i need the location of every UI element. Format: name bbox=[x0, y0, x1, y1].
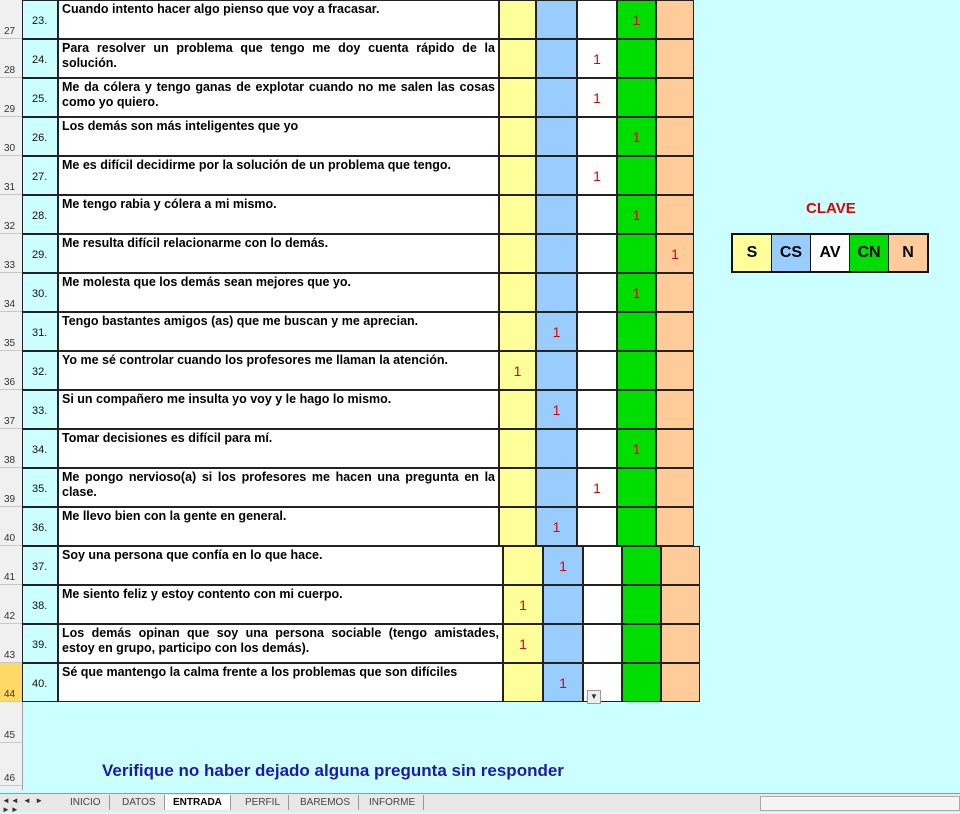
answer-cell-cs[interactable] bbox=[543, 663, 583, 702]
question-text[interactable]: Si un compañero me insulta yo voy y le hago lo mismo. bbox=[58, 390, 499, 429]
answer-cell-n[interactable] bbox=[661, 663, 700, 702]
question-text[interactable]: Los demás opinan que soy una persona sociable (tengo amistades, estoy en grupo, participo con los demás). bbox=[58, 624, 503, 663]
answer-cell-s[interactable] bbox=[499, 390, 536, 429]
answer-mark: 1 bbox=[593, 51, 601, 67]
answer-cell-cs[interactable] bbox=[543, 546, 583, 585]
answer-cell-av[interactable] bbox=[577, 312, 617, 351]
answer-cell-n[interactable] bbox=[656, 507, 694, 546]
answer-mark: 1 bbox=[552, 324, 561, 340]
question-number: 40. bbox=[32, 678, 48, 690]
question-number: 27. bbox=[32, 171, 48, 183]
question-number: 26. bbox=[32, 132, 48, 144]
answer-cell-cs[interactable] bbox=[536, 429, 577, 468]
question-number: 32. bbox=[32, 366, 48, 378]
question-number-cell[interactable] bbox=[22, 624, 58, 663]
answer-cell-s[interactable] bbox=[499, 273, 536, 312]
answer-cell-s[interactable] bbox=[499, 0, 536, 39]
answer-cell-cs[interactable] bbox=[543, 624, 583, 663]
answer-cell-s[interactable] bbox=[503, 663, 543, 702]
question-text[interactable]: Tomar decisiones es difícil para mí. bbox=[58, 429, 499, 468]
answer-cell-s[interactable] bbox=[499, 39, 536, 78]
answer-cell-cn[interactable] bbox=[617, 273, 656, 312]
tab-inicio[interactable]: INICIO bbox=[62, 795, 110, 810]
answer-cell-n[interactable] bbox=[656, 234, 694, 273]
legend-item-s: S bbox=[733, 235, 772, 271]
clave-legend bbox=[731, 233, 929, 273]
answer-cell-cn[interactable] bbox=[617, 312, 656, 351]
answer-mark: 1 bbox=[559, 558, 567, 574]
row-number-label: 46 bbox=[4, 773, 16, 784]
cell-dropdown-button[interactable]: ▼ bbox=[587, 690, 601, 704]
answer-cell-cs[interactable] bbox=[536, 78, 577, 117]
question-text[interactable]: Cuando intento hacer algo pienso que voy a fracasar. bbox=[58, 0, 499, 39]
question-text[interactable]: Me da cólera y tengo ganas de explotar cuando no me salen las cosas como yo quiero. bbox=[58, 78, 499, 117]
question-number-cell[interactable] bbox=[22, 0, 58, 39]
question-text[interactable]: Los demás son más inteligentes que yo bbox=[58, 117, 499, 156]
answer-cell-cn[interactable] bbox=[622, 663, 661, 702]
answer-cell-av[interactable] bbox=[583, 624, 622, 663]
answer-cell-cn[interactable] bbox=[617, 117, 656, 156]
answer-cell-s[interactable] bbox=[499, 195, 536, 234]
question-number-cell[interactable] bbox=[22, 351, 58, 390]
row-number-label: 37 bbox=[4, 416, 16, 427]
answer-cell-av[interactable] bbox=[583, 546, 622, 585]
answer-cell-cn[interactable] bbox=[622, 546, 661, 585]
answer-cell-cn[interactable] bbox=[617, 0, 656, 39]
answer-mark: 1 bbox=[513, 363, 522, 379]
row-number-label: 34 bbox=[4, 299, 16, 310]
answer-cell-cs[interactable] bbox=[536, 351, 577, 390]
tab-informe[interactable]: INFORME bbox=[361, 795, 424, 810]
row-number bbox=[0, 702, 22, 743]
answer-cell-cn[interactable] bbox=[617, 39, 656, 78]
answer-cell-n[interactable] bbox=[656, 429, 694, 468]
row-number-label: 36 bbox=[4, 377, 16, 388]
question-number: 23. bbox=[32, 15, 48, 27]
row-number-label: 42 bbox=[4, 611, 16, 622]
answer-cell-av[interactable] bbox=[577, 507, 617, 546]
answer-cell-cn[interactable] bbox=[617, 351, 656, 390]
horizontal-scrollbar[interactable] bbox=[760, 796, 960, 811]
question-text[interactable]: Para resolver un problema que tengo me doy cuenta rápido de la solución. bbox=[58, 39, 499, 78]
answer-cell-cs[interactable] bbox=[536, 273, 577, 312]
answer-cell-s[interactable] bbox=[503, 624, 543, 663]
answer-cell-cs[interactable] bbox=[536, 390, 577, 429]
answer-cell-s[interactable] bbox=[499, 234, 536, 273]
answer-cell-av[interactable] bbox=[577, 351, 617, 390]
answer-cell-av[interactable] bbox=[577, 234, 617, 273]
answer-cell-cn[interactable] bbox=[617, 156, 656, 195]
question-number-cell[interactable] bbox=[22, 468, 58, 507]
question-number-cell[interactable] bbox=[22, 312, 58, 351]
row-number-label: 32 bbox=[4, 221, 16, 232]
clave-title: CLAVE bbox=[806, 200, 856, 217]
question-number: 25. bbox=[32, 93, 48, 105]
row-number bbox=[0, 745, 22, 786]
answer-cell-cs[interactable] bbox=[536, 234, 577, 273]
question-number: 35. bbox=[32, 483, 48, 495]
answer-cell-cn[interactable] bbox=[617, 468, 656, 507]
answer-cell-n[interactable] bbox=[656, 351, 694, 390]
question-number-cell[interactable] bbox=[22, 273, 58, 312]
answer-cell-cn[interactable] bbox=[617, 429, 656, 468]
table-row bbox=[0, 156, 960, 195]
answer-mark: 1 bbox=[559, 675, 567, 691]
answer-cell-n[interactable] bbox=[661, 585, 700, 624]
question-number-cell[interactable] bbox=[22, 390, 58, 429]
question-text[interactable]: Me pongo nervioso(a) si los profesores me hacen una pregunta en la clase. bbox=[58, 468, 499, 507]
answer-cell-cn[interactable] bbox=[622, 585, 661, 624]
answer-cell-cs[interactable] bbox=[536, 117, 577, 156]
table-row bbox=[0, 585, 960, 624]
row-number-label: 27 bbox=[4, 26, 16, 37]
question-text[interactable]: Me tengo rabia y cólera a mi mismo. bbox=[58, 195, 499, 234]
question-number-cell[interactable] bbox=[22, 156, 58, 195]
verification-message: Verifique no haber dejado alguna pregunta sin responder bbox=[102, 761, 564, 780]
row-number-label: 40 bbox=[4, 533, 16, 544]
tab-baremos[interactable]: BAREMOS bbox=[292, 795, 359, 810]
legend-item-av: AV bbox=[811, 235, 850, 271]
legend-item-cn: CN bbox=[850, 235, 889, 271]
answer-cell-cn[interactable] bbox=[617, 390, 656, 429]
answer-cell-s[interactable] bbox=[499, 429, 536, 468]
tab-perfil[interactable]: PERFIL bbox=[237, 795, 289, 810]
answer-cell-cs[interactable] bbox=[543, 585, 583, 624]
row-number-label: 41 bbox=[4, 572, 16, 583]
answer-cell-cs[interactable] bbox=[536, 39, 577, 78]
table-row bbox=[0, 663, 960, 702]
tab-entrada[interactable]: ENTRADA bbox=[165, 795, 231, 810]
answer-cell-n[interactable] bbox=[656, 390, 694, 429]
table-row bbox=[0, 0, 960, 39]
row-number-label: 38 bbox=[4, 455, 16, 466]
table-row bbox=[0, 351, 960, 390]
question-number: 34. bbox=[32, 444, 48, 456]
row-number-label: 33 bbox=[4, 260, 16, 271]
answer-mark: 1 bbox=[632, 207, 641, 223]
answer-cell-s[interactable] bbox=[499, 156, 536, 195]
question-number: 36. bbox=[32, 522, 48, 534]
question-text[interactable]: Sé que mantengo la calma frente a los problemas que son difíciles bbox=[58, 663, 503, 702]
answer-mark: 1 bbox=[552, 519, 561, 535]
row-number-label: 29 bbox=[4, 104, 16, 115]
answer-mark: 1 bbox=[552, 402, 561, 418]
table-row bbox=[0, 624, 960, 663]
answer-cell-av[interactable] bbox=[577, 117, 617, 156]
table-row bbox=[0, 507, 960, 546]
row-number-label: 45 bbox=[4, 730, 16, 741]
answer-mark: 1 bbox=[519, 597, 527, 613]
answer-cell-s[interactable] bbox=[503, 546, 543, 585]
question-number: 39. bbox=[32, 639, 48, 651]
answer-mark: 1 bbox=[593, 168, 601, 184]
answer-cell-s[interactable] bbox=[499, 312, 536, 351]
answer-cell-n[interactable] bbox=[656, 195, 694, 234]
answer-cell-n[interactable] bbox=[656, 39, 694, 78]
row-number-label: 44 bbox=[4, 689, 16, 700]
table-row bbox=[0, 39, 960, 78]
row-number-label: 43 bbox=[4, 650, 16, 661]
answer-cell-cs[interactable] bbox=[536, 312, 577, 351]
row-number-label: 28 bbox=[4, 65, 16, 76]
answer-cell-av[interactable] bbox=[583, 585, 622, 624]
answer-cell-av[interactable] bbox=[577, 156, 617, 195]
answer-cell-av[interactable] bbox=[577, 78, 617, 117]
row-number-label: 39 bbox=[4, 494, 16, 505]
answer-mark: 1 bbox=[632, 441, 641, 457]
answer-cell-av[interactable] bbox=[577, 195, 617, 234]
table-row bbox=[0, 390, 960, 429]
answer-cell-cs[interactable] bbox=[536, 507, 577, 546]
answer-cell-s[interactable] bbox=[499, 351, 536, 390]
answer-cell-cn[interactable] bbox=[617, 78, 656, 117]
question-number: 24. bbox=[32, 54, 48, 66]
question-number-cell[interactable] bbox=[22, 234, 58, 273]
answer-cell-s[interactable] bbox=[503, 585, 543, 624]
question-number: 33. bbox=[32, 405, 48, 417]
question-number-cell[interactable] bbox=[22, 78, 58, 117]
answer-mark: 1 bbox=[671, 246, 679, 262]
answer-cell-cs[interactable] bbox=[536, 468, 577, 507]
question-text[interactable]: Me es difícil decidirme por la solución de un problema que tengo. bbox=[58, 156, 499, 195]
answer-cell-n[interactable] bbox=[656, 78, 694, 117]
answer-cell-s[interactable] bbox=[499, 468, 536, 507]
answer-cell-cs[interactable] bbox=[536, 0, 577, 39]
question-number-cell[interactable] bbox=[22, 546, 58, 585]
legend-item-n: N bbox=[889, 235, 927, 271]
answer-cell-cn[interactable] bbox=[617, 507, 656, 546]
question-text[interactable]: Tengo bastantes amigos (as) que me buscan y me aprecian. bbox=[58, 312, 499, 351]
answer-cell-av[interactable] bbox=[577, 0, 617, 39]
table-row bbox=[0, 312, 960, 351]
answer-cell-av[interactable] bbox=[577, 390, 617, 429]
answer-cell-n[interactable] bbox=[661, 624, 700, 663]
question-number: 28. bbox=[32, 210, 48, 222]
answer-cell-s[interactable] bbox=[499, 117, 536, 156]
question-number-cell[interactable] bbox=[22, 429, 58, 468]
table-row bbox=[0, 117, 960, 156]
answer-cell-av[interactable] bbox=[577, 273, 617, 312]
answer-cell-n[interactable] bbox=[656, 0, 694, 39]
answer-cell-av[interactable] bbox=[577, 468, 617, 507]
answer-cell-av[interactable] bbox=[577, 39, 617, 78]
question-text[interactable]: Soy una persona que confía en lo que hace. bbox=[58, 546, 503, 585]
question-number-cell[interactable] bbox=[22, 585, 58, 624]
answer-cell-n[interactable] bbox=[656, 273, 694, 312]
question-text[interactable]: Me resulta difícil relacionarme con lo demás. bbox=[58, 234, 499, 273]
row-number-label: 30 bbox=[4, 143, 16, 154]
answer-cell-n[interactable] bbox=[656, 468, 694, 507]
answer-mark: 1 bbox=[632, 12, 641, 28]
answer-cell-cn[interactable] bbox=[617, 234, 656, 273]
question-number-cell[interactable] bbox=[22, 195, 58, 234]
sheet-tab-bar bbox=[0, 793, 960, 812]
question-number-cell[interactable] bbox=[22, 663, 58, 702]
answer-mark: 1 bbox=[519, 636, 527, 652]
question-number: 31. bbox=[32, 327, 48, 339]
row-number-label: 35 bbox=[4, 338, 16, 349]
table-row bbox=[0, 78, 960, 117]
question-number: 37. bbox=[32, 561, 48, 573]
question-number-cell[interactable] bbox=[22, 507, 58, 546]
answer-cell-n[interactable] bbox=[656, 117, 694, 156]
answer-cell-av[interactable] bbox=[577, 429, 617, 468]
answer-cell-s[interactable] bbox=[499, 507, 536, 546]
sheet-nav-buttons[interactable]: ◄◄ ◄ ► ►► bbox=[2, 796, 45, 814]
answer-mark: 1 bbox=[632, 129, 641, 145]
table-row bbox=[0, 468, 960, 507]
row-number-label: 31 bbox=[4, 182, 16, 193]
answer-mark: 1 bbox=[632, 285, 641, 301]
question-number: 30. bbox=[32, 288, 48, 300]
question-number: 29. bbox=[32, 249, 48, 261]
answer-cell-s[interactable] bbox=[499, 78, 536, 117]
answer-cell-cn[interactable] bbox=[617, 195, 656, 234]
legend-item-cs: CS bbox=[772, 235, 811, 271]
answer-mark: 1 bbox=[593, 480, 601, 496]
answer-cell-cs[interactable] bbox=[536, 156, 577, 195]
question-number-cell[interactable] bbox=[22, 39, 58, 78]
answer-cell-cs[interactable] bbox=[536, 195, 577, 234]
answer-cell-n[interactable] bbox=[661, 546, 700, 585]
table-row bbox=[0, 273, 960, 312]
answer-cell-n[interactable] bbox=[656, 156, 694, 195]
question-text[interactable]: Yo me sé controlar cuando los profesores me llaman la atención. bbox=[58, 351, 499, 390]
question-number-cell[interactable] bbox=[22, 117, 58, 156]
question-number: 38. bbox=[32, 600, 48, 612]
answer-cell-n[interactable] bbox=[656, 312, 694, 351]
answer-mark: 1 bbox=[593, 90, 601, 106]
question-text[interactable]: Me llevo bien con la gente en general. bbox=[58, 507, 499, 546]
answer-cell-cn[interactable] bbox=[622, 624, 661, 663]
question-text[interactable]: Me molesta que los demás sean mejores que yo. bbox=[58, 273, 499, 312]
tab-datos[interactable]: DATOS bbox=[114, 795, 165, 810]
table-row bbox=[0, 429, 960, 468]
question-text[interactable]: Me siento feliz y estoy contento con mi cuerpo. bbox=[58, 585, 503, 624]
table-row bbox=[0, 546, 960, 585]
